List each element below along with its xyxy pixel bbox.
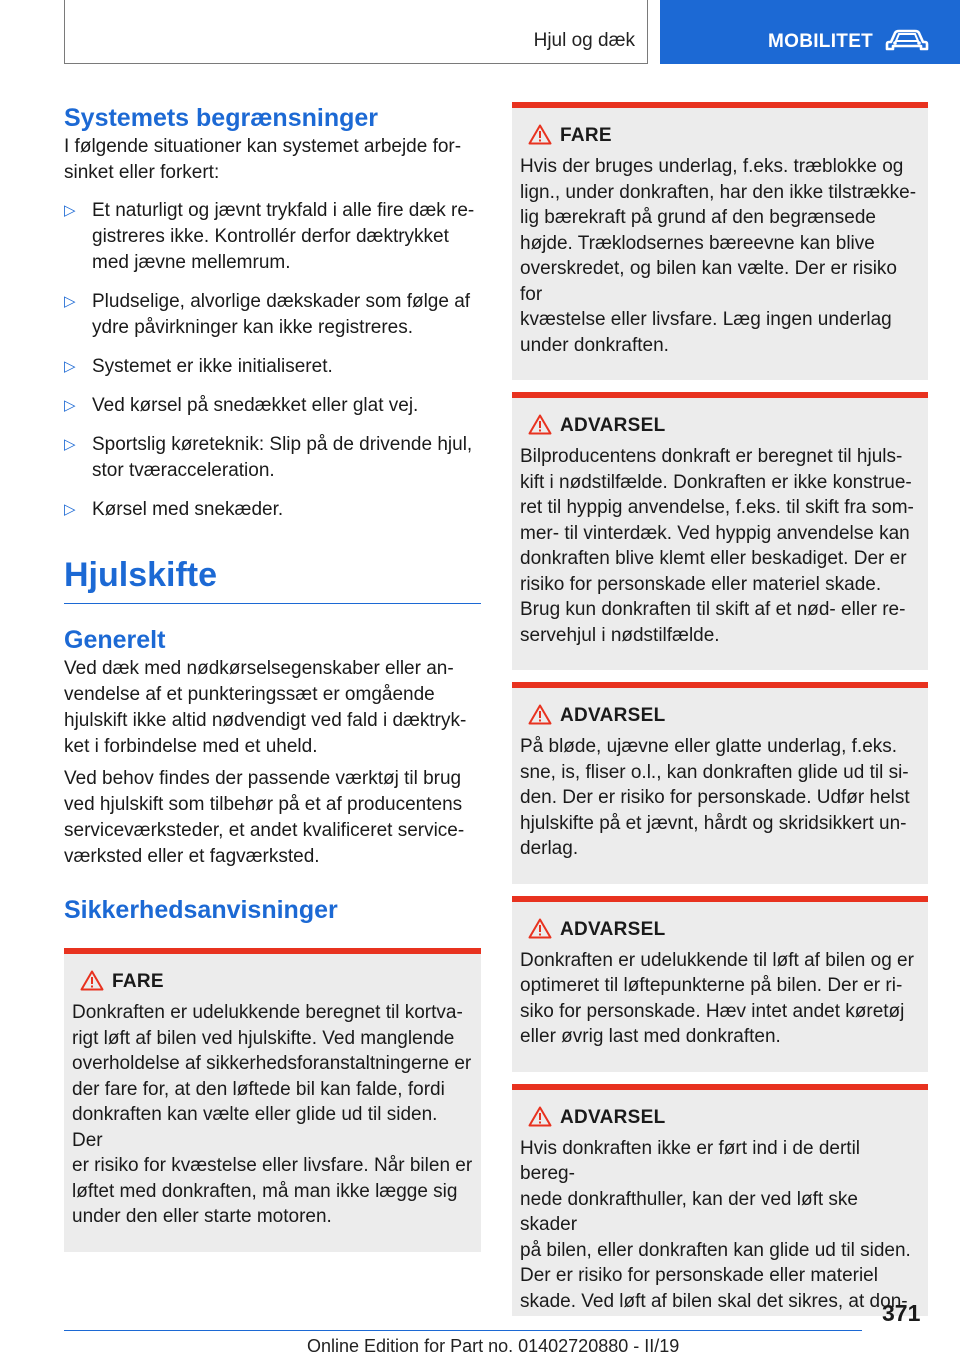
limits-list-item-text: Et naturligt og jævnt trykfald i alle fire dæk re- gistreres ikke. Kontrollér derfor dæktrykket med jævne mellemrum. (92, 200, 475, 273)
triangle-bullet-icon: ▷ (64, 436, 76, 453)
warning-title: ADVARSEL (560, 705, 666, 726)
warning-title: ADVARSEL (560, 918, 666, 940)
left-column (64, 102, 481, 1252)
warning-box-caution (512, 1084, 928, 1317)
warning-triangle-icon (528, 124, 552, 145)
limits-list-item (64, 354, 481, 380)
header-section-title: Hjul og dæk (533, 30, 635, 51)
limits-list-item (64, 393, 481, 419)
warning-title: FARE (112, 971, 164, 992)
limits-list-item (64, 497, 481, 523)
general-heading: Generelt (64, 626, 166, 654)
limits-list-item-text: Kørsel med snekæder. (92, 499, 284, 520)
warning-title: FARE (560, 125, 612, 146)
page-number: 371 (882, 1300, 921, 1326)
warning-text: Donkraften er udelukkende beregnet til kortva- rigt løft af bilen ved hjulskifte. Ved manglende overholdelse af sikkerhedsforanstaltningerne er der fare for, at den løftede bil kan falde, fordi donkraften kan vælte eller glide ud til siden. Der er risiko for kvæstelse eller livsfare. Når bilen er løftet med donkraften, må man ikke lægge sig under den eller starte motoren. (72, 1002, 473, 1227)
limits-list-item-text: Pludselige, alvorlige dækskader som følge af ydre påvirkninger kan ikke registreres. (92, 291, 471, 338)
warning-header (72, 968, 473, 996)
limits-list-item (64, 432, 481, 484)
warning-text: På bløde, ujævne eller glatte underlag, f.eks. sne, is, fliser o.l., kan donkraften glide ud til si- den. Der er risiko for personskade. Udfør helst hjulskifte på et jævnt, hårdt og skridsikkert un- derlag. (520, 736, 910, 859)
limits-list (64, 198, 481, 523)
warning-box-danger (512, 102, 928, 380)
triangle-bullet-icon: ▷ (64, 293, 76, 310)
header-chapter-title: MOBILITET (768, 31, 874, 52)
general-paragraph-2: Ved behov findes der passende værktøj til brug ved hjulskift som tilbehør på et af producentens serviceværksteder, et andet kvalificeret service- værksted eller et fagværksted. (64, 768, 465, 867)
right-column (512, 102, 928, 1316)
warning-text: Hvis donkraften ikke er ført ind i de dertil bereg- nede donkrafthuller, kan der ved løft ske skader på bilen, eller donkraften kan glide ud til siden. Der er risiko for personskade eller materiel skade. Ved løft af bilen skal det sikres, at don- (520, 1137, 911, 1312)
warning-box-caution (512, 682, 928, 884)
header-section-box (64, 0, 648, 64)
warning-triangle-icon (528, 414, 552, 435)
limits-list-item-text: Sportslig køreteknik: Slip på de drivende hjul, stor tværacceleration. (92, 434, 473, 481)
general-paragraph-1: Ved dæk med nødkørselsegenskaber eller an- vendelse af et punkteringssæt er omgående hjulskift ikke altid nødvendigt ved fald i dæktryk- ket i forbindelse med et uheld. (64, 658, 467, 757)
limits-intro: I følgende situationer kan systemet arbejde for- sinket eller forkert: (64, 136, 462, 183)
warning-triangle-icon (528, 918, 552, 939)
warning-box-caution (512, 392, 928, 670)
limits-list-item (64, 289, 481, 341)
warning-box-danger (64, 948, 481, 1252)
limits-list-item-text: Ved kørsel på snedækket eller glat vej. (92, 395, 419, 416)
footer-edition-text: Online Edition for Part no. 01402720880 - II/19 (307, 1336, 680, 1356)
footer-divider (64, 1330, 862, 1331)
warning-header (520, 916, 920, 944)
warning-title: ADVARSEL (560, 415, 666, 436)
limits-heading: Systemets begrænsninger (64, 104, 378, 132)
triangle-bullet-icon: ▷ (64, 397, 76, 414)
warning-box-caution (512, 896, 928, 1072)
triangle-bullet-icon: ▷ (64, 501, 76, 518)
wheelchange-heading: Hjulskifte (64, 556, 218, 594)
warning-header (520, 1104, 920, 1132)
warning-triangle-icon (528, 1106, 552, 1127)
triangle-bullet-icon: ▷ (64, 358, 76, 375)
safety-heading: Sikkerhedsanvisninger (64, 896, 338, 924)
warning-triangle-icon (80, 970, 104, 991)
warning-triangle-icon (528, 704, 552, 725)
warning-text: Hvis der bruges underlag, f.eks. træblokke og lign., under donkraften, har den ikke tilstrække- lig bærekraft på grund af den begrænsede højde. Træklodsernes bæreevne kan blive overskredet, og bilen kan vælte. Der er risiko for kvæstelse eller livsfare. Læg ingen underlag under donkraften. (520, 156, 917, 356)
warning-header (520, 702, 920, 730)
wheelchange-heading-wrap (64, 553, 481, 604)
limits-list-item (64, 198, 481, 276)
limits-list-item-text: Systemet er ikke initialiseret. (92, 356, 333, 377)
warning-header (520, 412, 920, 440)
triangle-bullet-icon: ▷ (64, 202, 76, 219)
car-icon (885, 28, 929, 52)
warning-header (520, 122, 920, 150)
header-chapter-tab (660, 0, 960, 64)
warning-title: ADVARSEL (560, 1106, 666, 1128)
warning-text: Bilproducentens donkraft er beregnet til hjuls- kift i nødstilfælde. Donkraften er ikke konstrue- ret til hyppig anvendelse, f.eks. til skift fra som- mer- til vinterdæk. Ved hyppig anvendelse kan donkraften blive klemt eller beskadiget. Der er risiko for personskade eller materiel skade. Brug kun donkraften til skift af et nød- eller re- servehjul i nødstilfælde. (520, 446, 914, 646)
warning-text: Donkraften er udelukkende til løft af bilen og er optimeret til løftepunkterne på bilen. Der er ri- siko for personskade. Hæv intet andet køretøj eller øvrig last med donkraften. (520, 949, 914, 1047)
